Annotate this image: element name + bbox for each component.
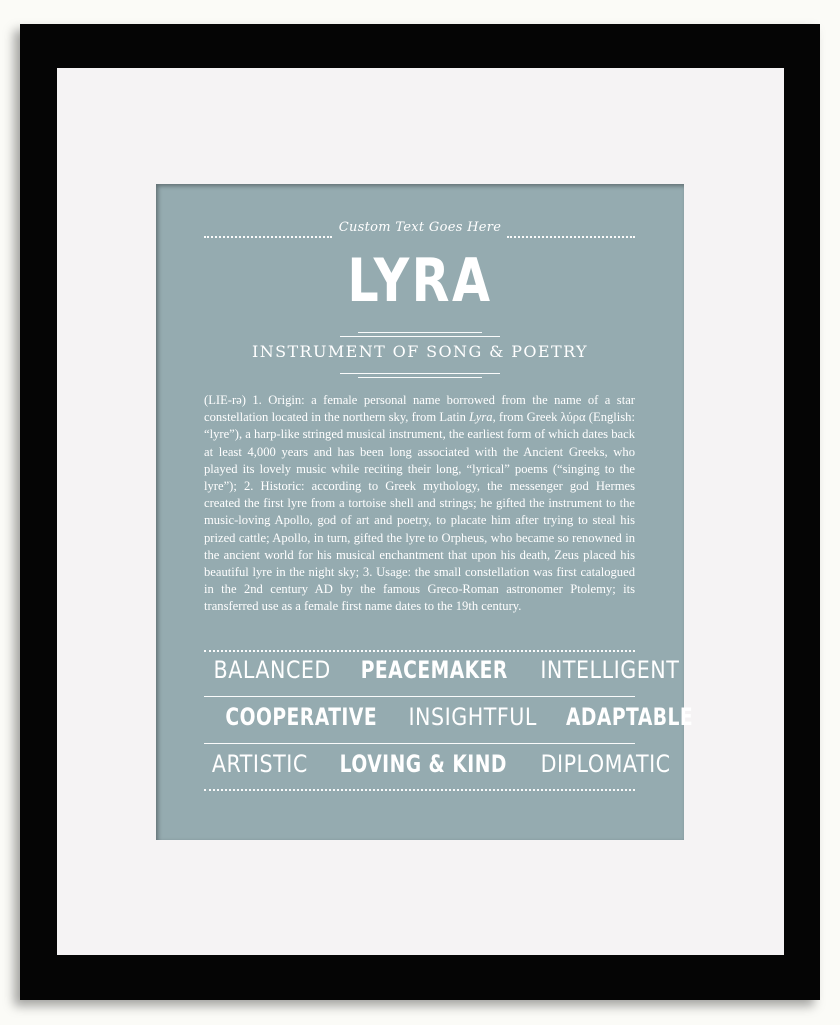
picture-frame — [20, 24, 820, 1000]
rule-below-meaning-2 — [358, 377, 482, 378]
name-meaning: INSTRUMENT OF SONG & POETRY — [251, 342, 589, 361]
dotted-divider-left — [204, 236, 332, 238]
trait-word: ADAPTABLE — [565, 703, 694, 731]
trait-word: BALANCED — [213, 656, 331, 684]
rule-below-meaning — [340, 373, 500, 374]
trait-word: LOVING & KIND — [339, 750, 507, 778]
dotted-divider-right — [507, 236, 635, 238]
traits-row-1 — [204, 656, 680, 684]
definition-text-2: , from Greek λύρα (English: “lyre”), a harp-like stringed musical instrument, the earliest form of which dates back at least 4,000 years and has been long associated with the Ancient Greeks, who played its lovely music while reciting their long, “lyrical” poems (“singing to the lyre”); 2. Historic: according to Greek mythology, the messenger god Hermes created the first lyre from a tortoise shell and strings; he gifted the instrument to the music-loving Apollo, god of art and poetry, to placate him after trying to steal his prized cattle; Apollo, in turn, gifted the lyre to Orpheus, who became so renowned in the ancient world for his musical enchantment that upon his death, Zeus placed his beautiful lyre in the night sky; 3. Usage: the small constellation was first catalogued in the 2nd century AD by the famous Greco-Roman astronomer Ptolemy; its transferred use as a female first name dates to the 19th century. — [204, 410, 635, 614]
traits-rule-2 — [204, 743, 635, 744]
name-title: LYRA — [347, 246, 493, 316]
definition-latin-word: Lyra — [469, 410, 493, 425]
name-definition — [204, 392, 635, 616]
trait-word: PEACEMAKER — [361, 656, 509, 684]
traits-row-3 — [204, 750, 671, 778]
trait-word: INSIGHTFUL — [408, 703, 538, 731]
rule-above-meaning-2 — [340, 336, 500, 337]
dotted-divider-traits-top — [204, 650, 635, 652]
rule-above-meaning — [358, 332, 482, 333]
dotted-divider-traits-bottom — [204, 789, 635, 791]
definition-text-1: (LIE-rə) 1. Origin: a female personal name borrowed from the name of a star constellation located in the northern sky, from Latin — [204, 393, 635, 425]
trait-word: COOPERATIVE — [225, 703, 378, 731]
name-print — [156, 184, 694, 840]
trait-word: DIPLOMATIC — [540, 750, 671, 778]
custom-text: Custom Text Goes Here — [338, 220, 502, 235]
trait-word: INTELLIGENT — [540, 656, 680, 684]
trait-word: ARTISTIC — [211, 750, 308, 778]
frame-mat — [57, 68, 784, 955]
traits-rule-1 — [204, 696, 635, 697]
traits-row-2 — [204, 703, 694, 731]
